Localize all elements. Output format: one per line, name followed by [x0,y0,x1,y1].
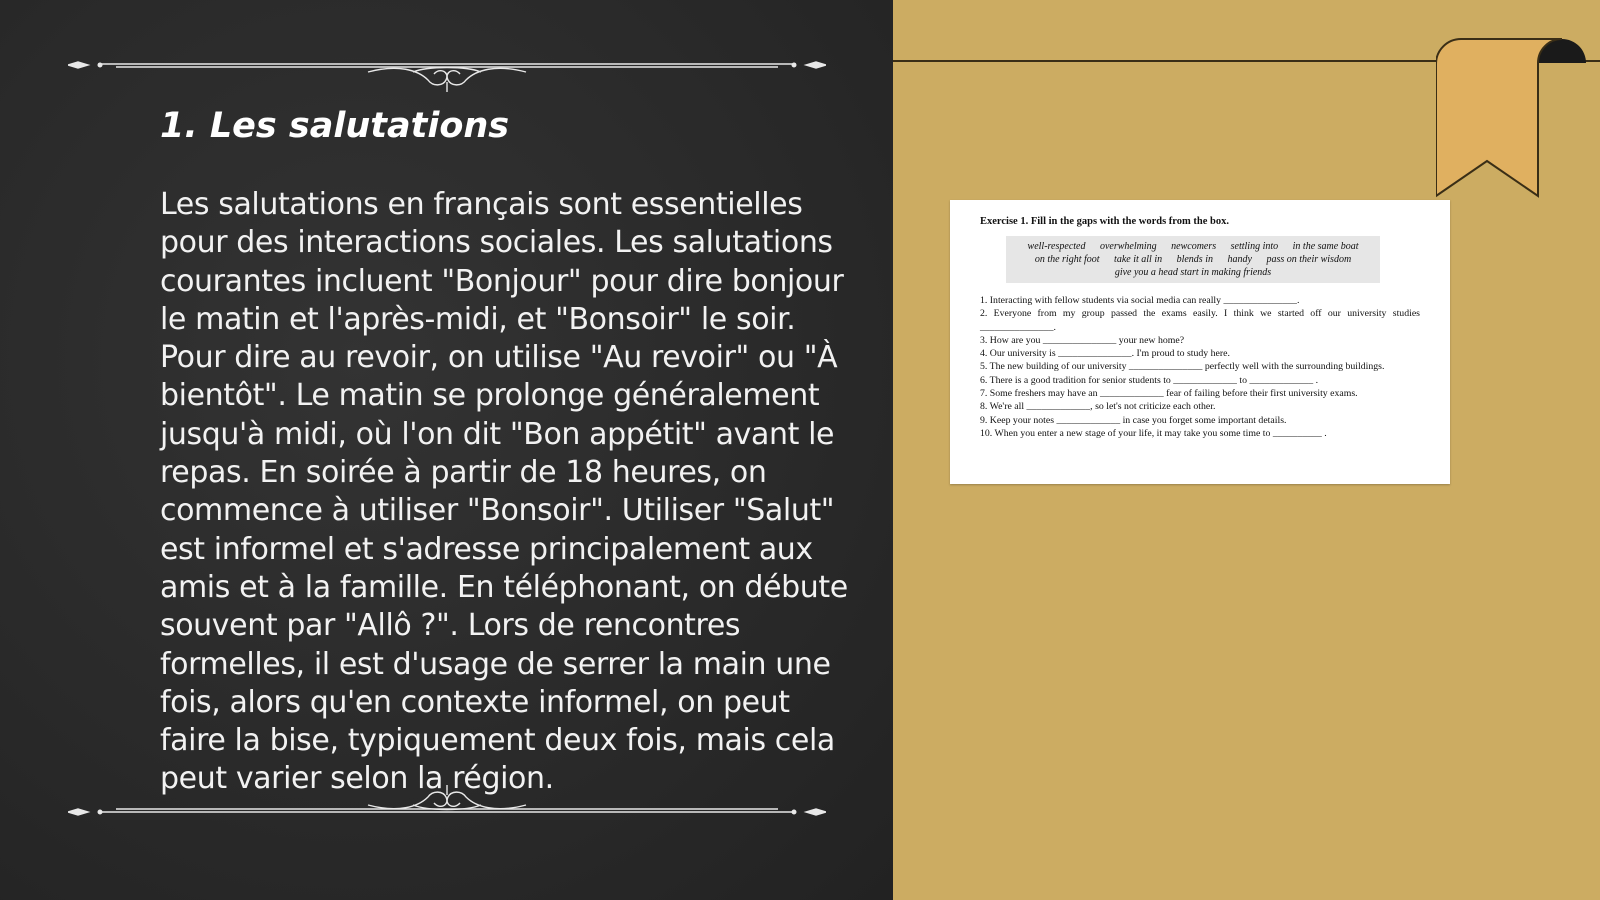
word-box [1006,236,1380,283]
bookmark-ribbon [1436,36,1596,201]
word-box-item: newcomers [1171,241,1217,252]
word-box-item: on the right foot [1034,254,1100,265]
exercise-item: 10. When you enter a new stage of your life, it may take you some time to __________ . [980,427,1327,439]
worksheet-heading: Exercise 1. Fill in the gaps with the words from the box. [980,216,1229,227]
word-box-item: overwhelming [1099,241,1157,252]
word-box-item: well-respected [1027,241,1086,252]
word-box-item: handy [1227,254,1252,265]
exercise-item: 5. The new building of our university _______________ perfectly well with the surrounding buildings. [980,361,1385,373]
bottom-ornament-divider [68,785,826,835]
slide-body-text: Les salutations en français sont essentielles pour des interactions sociales. Les salutations courantes incluent "Bonjour" pour dire bonjour le matin et l'après-midi, et "Bonsoir" le soir. Pour dire au revoir, on utilise "Au revoir" ou "À bientôt". Le matin se prolonge généralement jusqu'à midi, où l'on dit "Bon appétit" avant le repas. En soirée à partir de 18 heures, on commence à utiliser "Bonsoir". Utiliser "Salut" est informel et s'adresse principalement aux amis et à la famille. En téléphonant, on débute souvent par "Allô ?". Lors de rencontres formelles, il est d'usage de serrer la main une fois, alors qu'en contexte informel, on peut faire la bise, typiquement deux fois, mais cela peut varier selon la région. [160,187,848,797]
exercise-item: 7. Some freshers may have an _____________ fear of failing before their first university exams. [980,388,1358,400]
exercise-item: 1. Interacting with fellow students via social media can really _______________. [980,295,1300,306]
word-box-item: blends in [1176,254,1213,265]
slide-title: 1. Les salutations [160,106,510,146]
word-box-item: pass on their wisdom [1266,254,1352,265]
word-box-item: settling into [1230,241,1279,252]
exercise-item: 3. How are you _______________ your new home? [980,334,1185,346]
top-ornament-divider [68,42,826,92]
exercise-item: 9. Keep your notes _____________ in case you forget some important details. [980,414,1287,426]
word-box-item: give you a head start in making friends [1114,267,1272,278]
word-box-row [1012,240,1374,253]
word-box-row [1012,266,1374,279]
exercise-item: 6. There is a good tradition for senior students to _____________ to _____________ . [980,374,1319,386]
word-box-item: in the same boat [1292,241,1359,252]
word-box-item: take it all in [1114,254,1163,265]
exercise-worksheet-image [950,200,1450,484]
exercise-item: 8. We're all _____________, so let's not criticize each other. [980,401,1216,413]
exercise-item: 4. Our university is _______________. I'm proud to study here. [980,348,1230,360]
exercise-list [980,294,1420,440]
exercise-item: 2. Everyone from my group passed the exams easily. I think we started off our university studies _______________. [980,308,1420,333]
word-box-row [1012,253,1374,266]
